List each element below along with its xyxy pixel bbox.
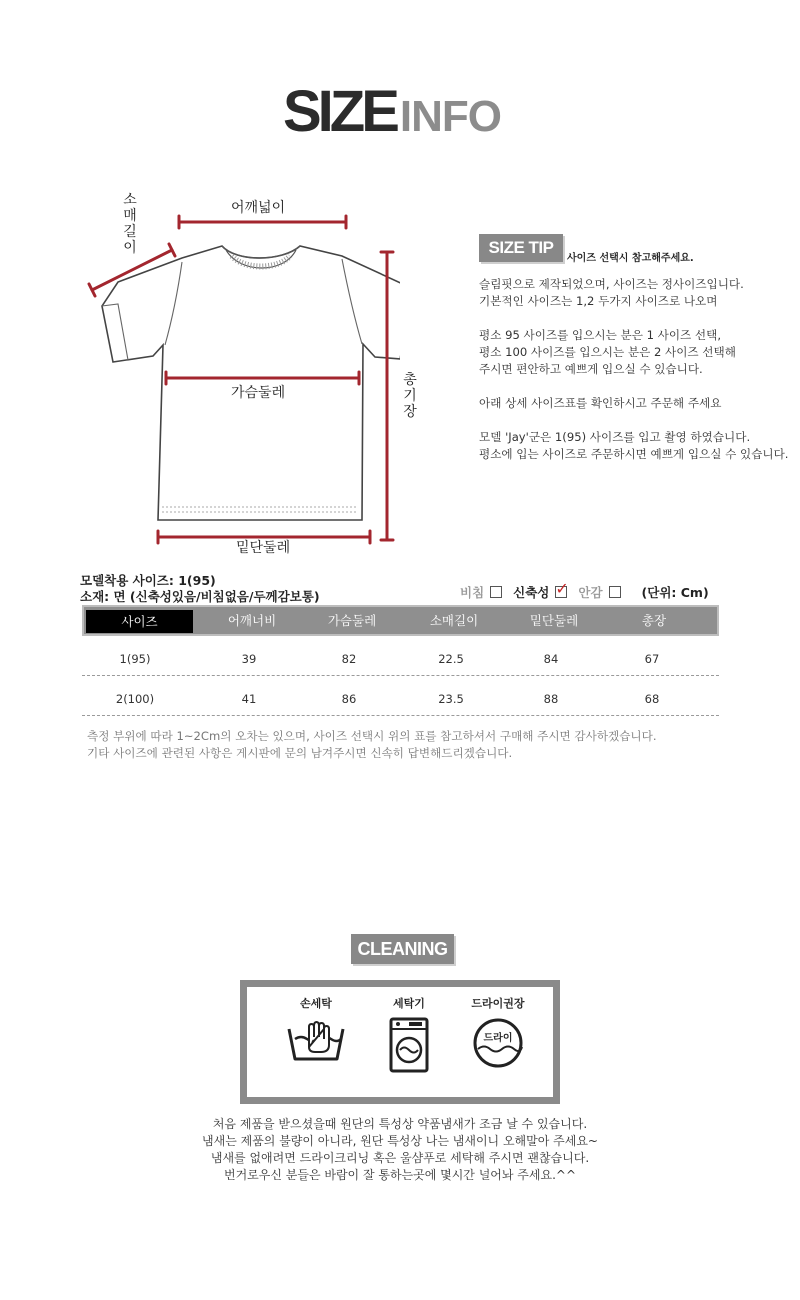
washing-machine-icon xyxy=(389,1017,429,1073)
size-note-line: 기타 사이즈에 관련된 사항은 게시판에 문의 남겨주시면 신속히 답변해드리겠습니다. xyxy=(87,746,513,760)
hand-wash-label: 손세탁 xyxy=(300,997,332,1010)
cleaning-note-line: 냄새를 없애려면 드라이크리닝 혹은 울샴푸로 세탁해 주시면 괜찮습니다. xyxy=(210,1151,590,1165)
cleaning-instructions-box xyxy=(240,980,560,1104)
cell-chest: 82 xyxy=(341,652,357,666)
table-row xyxy=(82,676,719,716)
table-row xyxy=(82,636,719,676)
size-tip-line: 주시면 편안하고 예쁘게 입으실 수 있습니다. xyxy=(479,362,703,376)
lining-label: 안감 xyxy=(578,585,603,600)
header-hem: 밑단둘레 xyxy=(529,613,579,628)
fabric-info: 소재: 면 (신축성있음/비침없음/두께감보통) xyxy=(80,589,320,604)
dry-clean-icon-text: 드라이 xyxy=(483,1033,513,1044)
cell-length: 67 xyxy=(644,652,660,666)
cell-length: 68 xyxy=(644,692,660,706)
shoulder-label: 어깨넓이 xyxy=(231,200,286,216)
size-tip-line: 슬림핏으로 제작되었으며, 사이즈는 정사이즈입니다. xyxy=(479,277,744,291)
size-info-title xyxy=(283,79,502,144)
cell-hem: 84 xyxy=(543,652,559,666)
check-icon: ✓ xyxy=(555,579,569,598)
title-sub: INFO xyxy=(399,92,502,141)
cell-sleeve: 23.5 xyxy=(438,692,464,706)
size-note-line: 측정 부위에 따라 1~2Cm의 오차는 있으며, 사이즈 선택시 위의 표를 참고하셔서 구매해 주시면 감사하겠습니다. xyxy=(87,729,657,743)
care-item-dry-clean xyxy=(453,995,543,1069)
cell-size: 1(95) xyxy=(119,652,151,666)
size-table xyxy=(82,605,719,716)
title-main: SIZE xyxy=(283,79,396,144)
length-label: 총기장 xyxy=(403,372,417,421)
cell-sleeve: 22.5 xyxy=(438,652,464,666)
cell-chest: 86 xyxy=(341,692,357,706)
cleaning-badge: CLEANING xyxy=(351,934,454,964)
washing-machine-label: 세탁기 xyxy=(393,997,425,1010)
stretch-checkbox xyxy=(555,579,569,598)
sleeve-label: 소매길이 xyxy=(123,192,137,257)
cleaning-note-line: 처음 제품을 받으셨을때 원단의 특성상 약품냄새가 조금 날 수 있습니다. xyxy=(212,1117,588,1131)
chest-label: 가슴둘레 xyxy=(231,385,286,401)
size-tip-text xyxy=(479,276,797,463)
size-tip-line: 모델 'Jay'군은 1(95) 사이즈를 입고 촬영 하였습니다. xyxy=(479,430,751,444)
cell-size: 2(100) xyxy=(115,692,155,706)
size-tip-line: 평소 95 사이즈를 입으시는 분은 1 사이즈 선택, xyxy=(479,328,722,342)
header-size: 사이즈 xyxy=(86,610,193,633)
fabric-legend xyxy=(460,579,709,601)
model-info xyxy=(80,573,320,605)
size-tip-badge: SIZE TIP xyxy=(479,234,563,262)
see-through-checkbox xyxy=(490,586,502,598)
cell-hem: 88 xyxy=(543,692,559,706)
stretch-label: 신축성 xyxy=(513,585,550,600)
size-tip-line: 평소 100 사이즈를 입으시는 분은 2 사이즈 선택해 xyxy=(479,345,736,359)
unit-label: (단위: Cm) xyxy=(641,585,709,600)
hand-wash-icon xyxy=(285,1017,347,1065)
header-shoulder: 어깨너비 xyxy=(227,613,277,628)
cleaning-notes xyxy=(0,1116,800,1184)
dry-clean-icon xyxy=(470,1017,526,1069)
see-through-label: 비침 xyxy=(460,585,485,600)
size-tip-subtitle: 사이즈 선택시 참고해주세요. xyxy=(567,253,694,264)
header-sleeve: 소매길이 xyxy=(429,613,479,628)
care-item-hand-wash xyxy=(271,995,361,1065)
size-tip-line: 평소에 입는 사이즈로 주문하시면 예쁘게 입으실 수 있습니다. xyxy=(479,447,789,461)
size-tip-line: 아래 상세 사이즈표를 확인하시고 주문해 주세요 xyxy=(479,396,722,410)
tshirt-outline xyxy=(102,246,400,520)
header-length: 총장 xyxy=(641,613,667,628)
dry-clean-label: 드라이권장 xyxy=(471,997,525,1010)
cell-shoulder: 41 xyxy=(241,692,257,706)
size-tip-line: 기본적인 사이즈는 1,2 두가지 사이즈로 나오며 xyxy=(479,294,718,308)
hem-label: 밑단둘레 xyxy=(236,540,291,556)
lining-checkbox xyxy=(609,586,621,598)
size-notes xyxy=(87,728,657,762)
care-item-washing-machine xyxy=(364,995,454,1073)
cleaning-note-line: 냄새는 제품의 불량이 아니라, 원단 특성상 나는 냄새이니 오해말아 주세요~ xyxy=(202,1134,598,1148)
table-header xyxy=(82,605,719,636)
cell-shoulder: 39 xyxy=(241,652,257,666)
header-chest: 가슴둘레 xyxy=(327,613,377,628)
model-size: 모델착용 사이즈: 1(95) xyxy=(80,573,216,588)
cleaning-note-line: 번거로우신 분들은 바람이 잘 통하는곳에 몇시간 널어놔 주세요.^^ xyxy=(223,1168,577,1182)
